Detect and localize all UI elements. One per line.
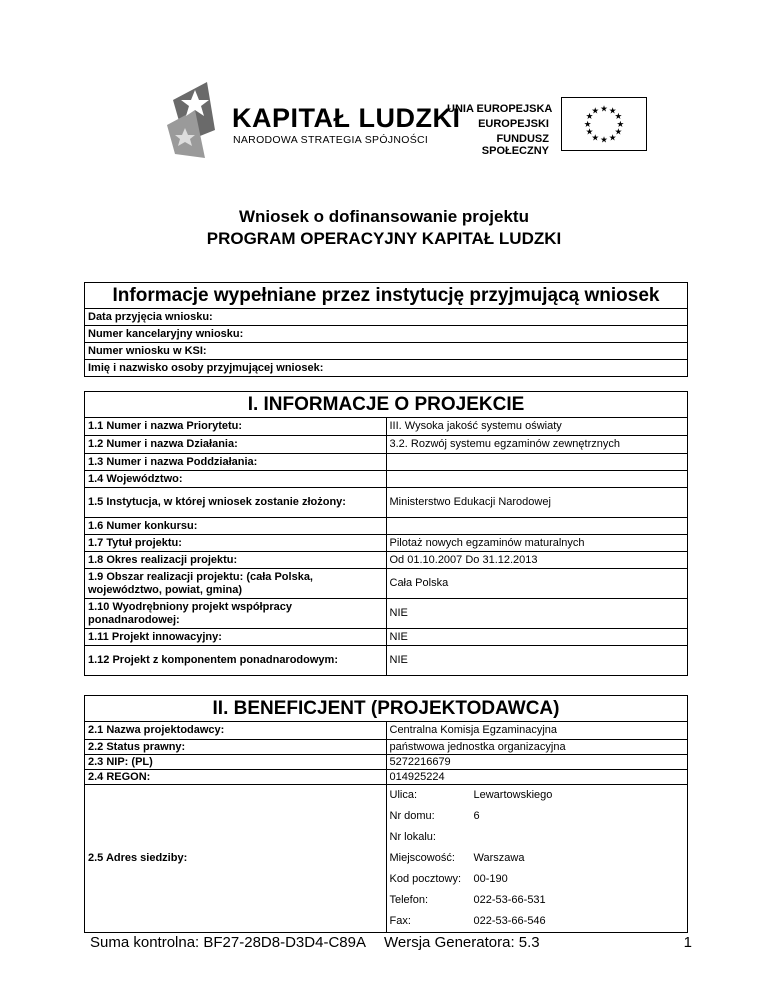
field-label: 2.1 Nazwa projektodawcy: — [85, 722, 387, 740]
address-table — [387, 785, 556, 932]
svg-text:★: ★ — [583, 119, 592, 130]
field-value: NIE — [386, 646, 688, 676]
institution-row: Numer wniosku w KSI: — [85, 343, 688, 360]
address-label: 2.5 Adres siedziby: — [85, 785, 387, 933]
address-value: Lewartowskiego — [473, 789, 553, 801]
field-label: 1.10 Wyodrębniony projekt współpracy ponadnarodowej: — [85, 599, 387, 629]
svg-text:★: ★ — [616, 119, 625, 130]
address-value: 022-53-66-546 — [473, 915, 546, 927]
field-value: Centralna Komisja Egzaminacyjna — [386, 722, 688, 740]
svg-text:★: ★ — [600, 135, 608, 146]
field-value: 014925224 — [386, 770, 688, 785]
section1-table — [84, 391, 688, 676]
field-label: 2.2 Status prawny: — [85, 740, 387, 755]
field-label: 1.5 Instytucja, w której wniosek zostanie złożony: — [85, 488, 387, 518]
address-key: Ulica: — [389, 789, 418, 801]
efs-label-2: FUNDUSZ SPOŁECZNY — [481, 133, 549, 157]
address-value: Warszawa — [473, 852, 525, 864]
field-value: 3.2. Rozwój systemu egzaminów zewnętrznych — [386, 436, 688, 454]
field-value: 5272216679 — [386, 755, 688, 770]
footer-checksum: Suma kontrolna: BF27-28D8-D3D4-C89A — [90, 934, 366, 951]
institution-row: Numer kancelaryjny wniosku: — [85, 326, 688, 343]
field-value: Od 01.10.2007 Do 31.12.2013 — [386, 552, 688, 569]
kapital-ludzki-subtitle: NARODOWA STRATEGIA SPÓJNOŚCI — [233, 134, 429, 146]
field-label: 2.4 REGON: — [85, 770, 387, 785]
svg-text:★: ★ — [608, 133, 617, 144]
address-value: 00-190 — [473, 873, 508, 885]
address-key: Miejscowość: — [389, 852, 455, 864]
address-value — [471, 827, 556, 848]
address-key: Nr lokalu: — [389, 831, 436, 843]
institution-heading: Informacje wypełniane przez instytucję przyjmującą wniosek — [85, 283, 688, 309]
field-label: 1.12 Projekt z komponentem ponadnarodowym: — [85, 646, 387, 676]
address-key: Nr domu: — [389, 810, 435, 822]
footer-page-number: 1 — [683, 934, 692, 951]
section1-heading: I. INFORMACJE O PROJEKCIE — [85, 392, 688, 418]
document-title-line2: PROGRAM OPERACYJNY KAPITAŁ LUDZKI — [206, 229, 562, 248]
document-title-line1: Wniosek o dofinansowanie projektu — [239, 207, 529, 226]
field-label: 2.3 NIP: (PL) — [85, 755, 387, 770]
eu-flag-icon — [561, 97, 647, 151]
kapital-ludzki-title: KAPITAŁ LUDZKI — [232, 103, 461, 133]
field-value: państwowa jednostka organizacyjna — [386, 740, 688, 755]
field-label: 1.6 Numer konkursu: — [85, 518, 387, 535]
address-value: 6 — [473, 810, 480, 822]
address-value: 022-53-66-531 — [473, 894, 546, 906]
field-value — [386, 518, 688, 535]
field-label: 1.3 Numer i nazwa Poddziałania: — [85, 454, 387, 471]
address-key: Kod pocztowy: — [389, 873, 462, 885]
field-value: III. Wysoka jakość systemu oświaty — [386, 418, 688, 436]
field-label: 1.7 Tytuł projektu: — [85, 535, 387, 552]
field-label: 1.11 Projekt innowacyjny: — [85, 629, 387, 646]
svg-text:★: ★ — [608, 106, 617, 117]
field-value: Ministerstwo Edukacji Narodowej — [386, 488, 688, 518]
field-label: 1.8 Okres realizacji projektu: — [85, 552, 387, 569]
field-label: 1.4 Województwo: — [85, 471, 387, 488]
section2-table — [84, 695, 688, 933]
svg-text:★: ★ — [614, 127, 623, 138]
field-label: 1.1 Numer i nazwa Priorytetu: — [85, 418, 387, 436]
field-value: Pilotaż nowych egzaminów maturalnych — [386, 535, 688, 552]
address-key: Telefon: — [389, 894, 429, 906]
address-key: Fax: — [389, 915, 411, 927]
field-value — [386, 454, 688, 471]
section2-heading: II. BENEFICJENT (PROJEKTODAWCA) — [85, 696, 688, 722]
field-value: NIE — [386, 629, 688, 646]
ue-label: UNIA EUROPEJSKA — [447, 103, 553, 115]
svg-text:★: ★ — [585, 112, 594, 123]
svg-text:★: ★ — [600, 104, 608, 115]
field-label: 1.2 Numer i nazwa Działania: — [85, 436, 387, 454]
institution-row: Data przyjęcia wniosku: — [85, 309, 688, 326]
field-value: Cała Polska — [386, 569, 688, 599]
institution-table — [84, 282, 688, 377]
svg-text:★: ★ — [591, 106, 600, 117]
efs-label-1: EUROPEJSKI — [478, 118, 549, 130]
svg-text:★: ★ — [614, 112, 623, 123]
kapital-ludzki-logo — [165, 80, 225, 160]
svg-text:★: ★ — [585, 127, 594, 138]
institution-row: Imię i nazwisko osoby przyjmującej wniosek: — [85, 360, 688, 377]
field-value — [386, 471, 688, 488]
field-value: NIE — [386, 599, 688, 629]
footer-generator-version: Wersja Generatora: 5.3 — [384, 934, 540, 951]
field-label: 1.9 Obszar realizacji projektu: (cała Polska, województwo, powiat, gmina) — [85, 569, 387, 599]
svg-text:★: ★ — [591, 133, 600, 144]
